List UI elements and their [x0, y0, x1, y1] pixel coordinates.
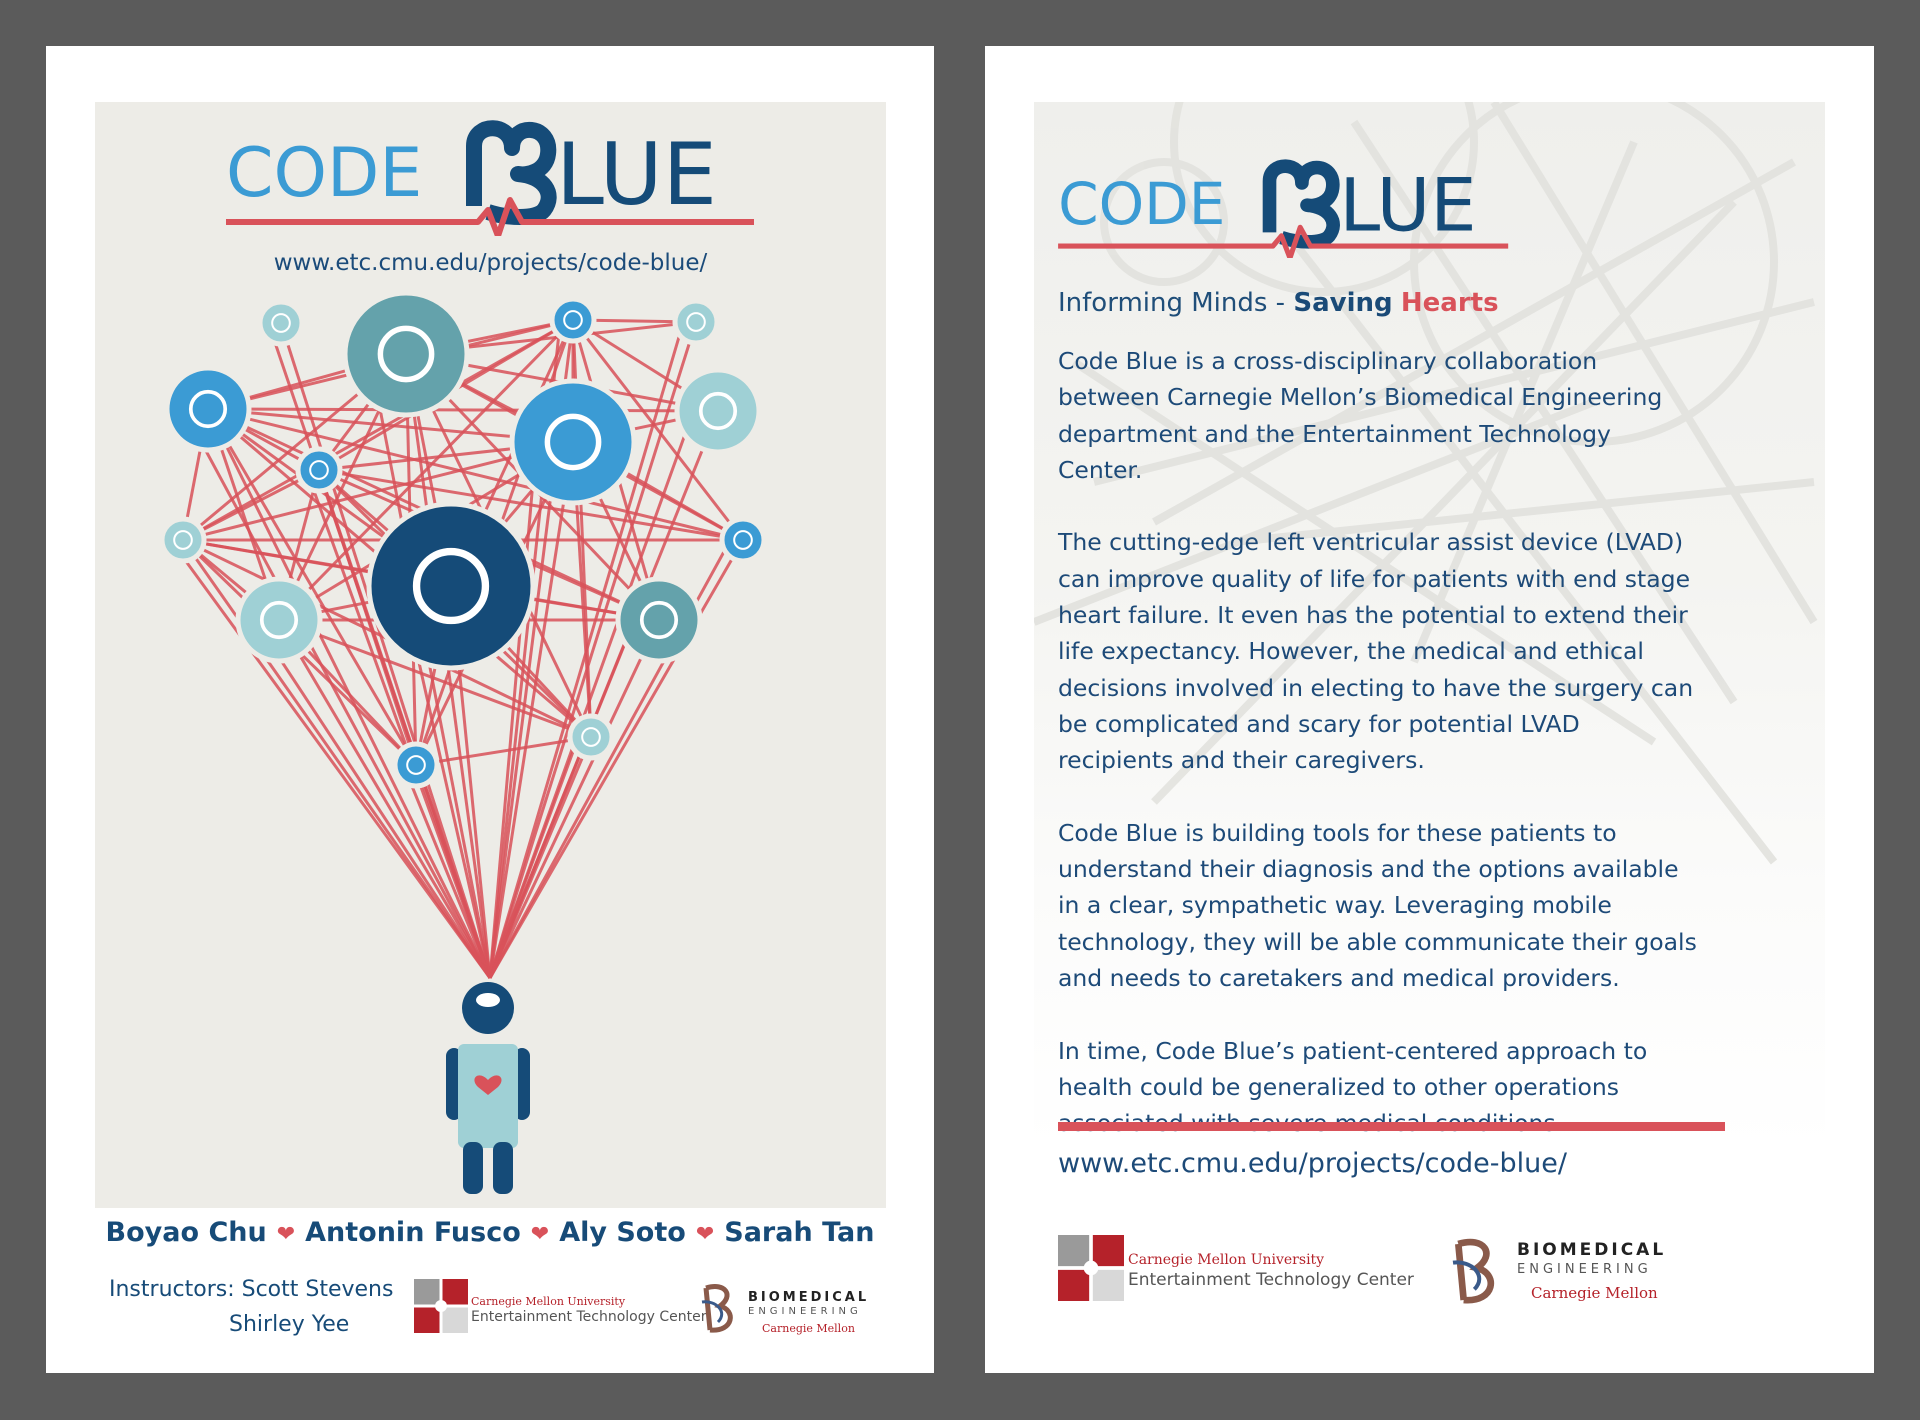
tagline-hearts: Hearts: [1400, 288, 1499, 318]
hospital-icon: [677, 370, 759, 452]
logo-lue-text: LUE: [1339, 163, 1477, 249]
poster-area: [95, 102, 886, 1208]
instructor-name: Scott Stevens: [241, 1277, 394, 1302]
doctor-icon: [345, 293, 467, 415]
care-network-illustration: [95, 102, 886, 1208]
bme-university: Carnegie Mellon: [762, 1322, 855, 1335]
clipboard-icon: [722, 519, 764, 561]
front-card: [46, 46, 934, 1373]
tagline-saving: Saving: [1293, 288, 1393, 318]
cmu-name: Carnegie Mellon University: [471, 1295, 626, 1308]
logo-code-text: CODE: [226, 134, 423, 213]
description-text: [1058, 343, 1698, 1178]
paragraph: In time, Code Blue’s patient-centered approach to health could be generalized to other operations: [1058, 1036, 1648, 1101]
instructors: [109, 1272, 393, 1342]
divider-rule: [1058, 1122, 1725, 1131]
pill-icon: [675, 301, 717, 343]
team-member: Aly Soto: [559, 1217, 686, 1248]
front-project-url[interactable]: www.etc.cmu.edu/projects/code-blue/: [273, 250, 708, 276]
bme-subtitle: ENGINEERING: [748, 1306, 862, 1317]
team-member: Antonin Fusco: [305, 1217, 521, 1248]
paragraph: Code Blue is a cross-disciplinary collaboration between Carnegie Mellon’s Biomedical Engineering department and the Entertainment Technology Center.: [1058, 347, 1663, 484]
heart-icon: ❤: [276, 1222, 296, 1247]
tagline-lead: Informing Minds -: [1058, 288, 1294, 318]
team-member: Sarah Tan: [724, 1217, 875, 1248]
patient-icon: [446, 982, 530, 1194]
cmu-etc-emblem-icon: [414, 1279, 468, 1333]
code-blue-logo: [1058, 154, 1510, 258]
etc-name: Entertainment Technology Center: [1128, 1270, 1414, 1290]
paragraph: Code Blue is building tools for these patients to understand their diagnosis and the options available in a clear, sympathetic way. Leveraging mobile technology, they will be able communicate their goals and needs to caretakers and medical providers.: [1058, 818, 1697, 993]
tablet-heart-icon: [167, 368, 249, 450]
logo-lue-text: LUE: [556, 125, 717, 225]
scalpel-icon: [570, 716, 612, 758]
team-names: [46, 1217, 934, 1248]
bme-university: Carnegie Mellon: [1531, 1284, 1658, 1302]
bme-title: BIOMEDICAL: [748, 1290, 870, 1305]
instructor-name: Shirley Yee: [229, 1312, 350, 1337]
weightlifter-icon: [552, 299, 594, 341]
cmu-etc-emblem-icon: [1058, 1232, 1124, 1304]
heart-icon: ❤: [695, 1222, 715, 1247]
dna-icon: [162, 519, 204, 561]
tagline: [1058, 288, 1499, 318]
family-icon: [512, 381, 634, 503]
iv-bag-icon: [260, 302, 302, 344]
instructors-label: Instructors:: [109, 1277, 235, 1302]
bme-title: BIOMEDICAL: [1517, 1240, 1667, 1260]
back-project-url[interactable]: www.etc.cmu.edu/projects/code-blue/: [1058, 1148, 1567, 1179]
lvad-device-icon: [369, 504, 533, 668]
clock-icon: [238, 579, 320, 661]
chart-icon: [395, 744, 437, 786]
cmu-name: Carnegie Mellon University: [1128, 1252, 1325, 1268]
bme-subtitle: ENGINEERING: [1517, 1262, 1652, 1277]
back-card: [985, 46, 1874, 1373]
heart-icon: ❤: [530, 1222, 550, 1247]
logo-code-text: CODE: [1058, 169, 1226, 238]
fork-knife-icon: [298, 449, 340, 491]
bme-emblem-icon: [1447, 1236, 1507, 1308]
dollar-icon: [618, 579, 700, 661]
team-member: Boyao Chu: [105, 1217, 267, 1248]
bme-emblem-icon: [698, 1282, 742, 1336]
etc-name: Entertainment Technology Center: [471, 1309, 707, 1325]
paragraph: The cutting-edge left ventricular assist device (LVAD) can improve quality of life for patients with end stage heart failure. It even has the potential to extend their life expectancy. However, the medical and ethical decisions involved in electing to have the surgery can be complicated and scary for potential LVAD recipients and their caregivers.: [1058, 528, 1694, 775]
